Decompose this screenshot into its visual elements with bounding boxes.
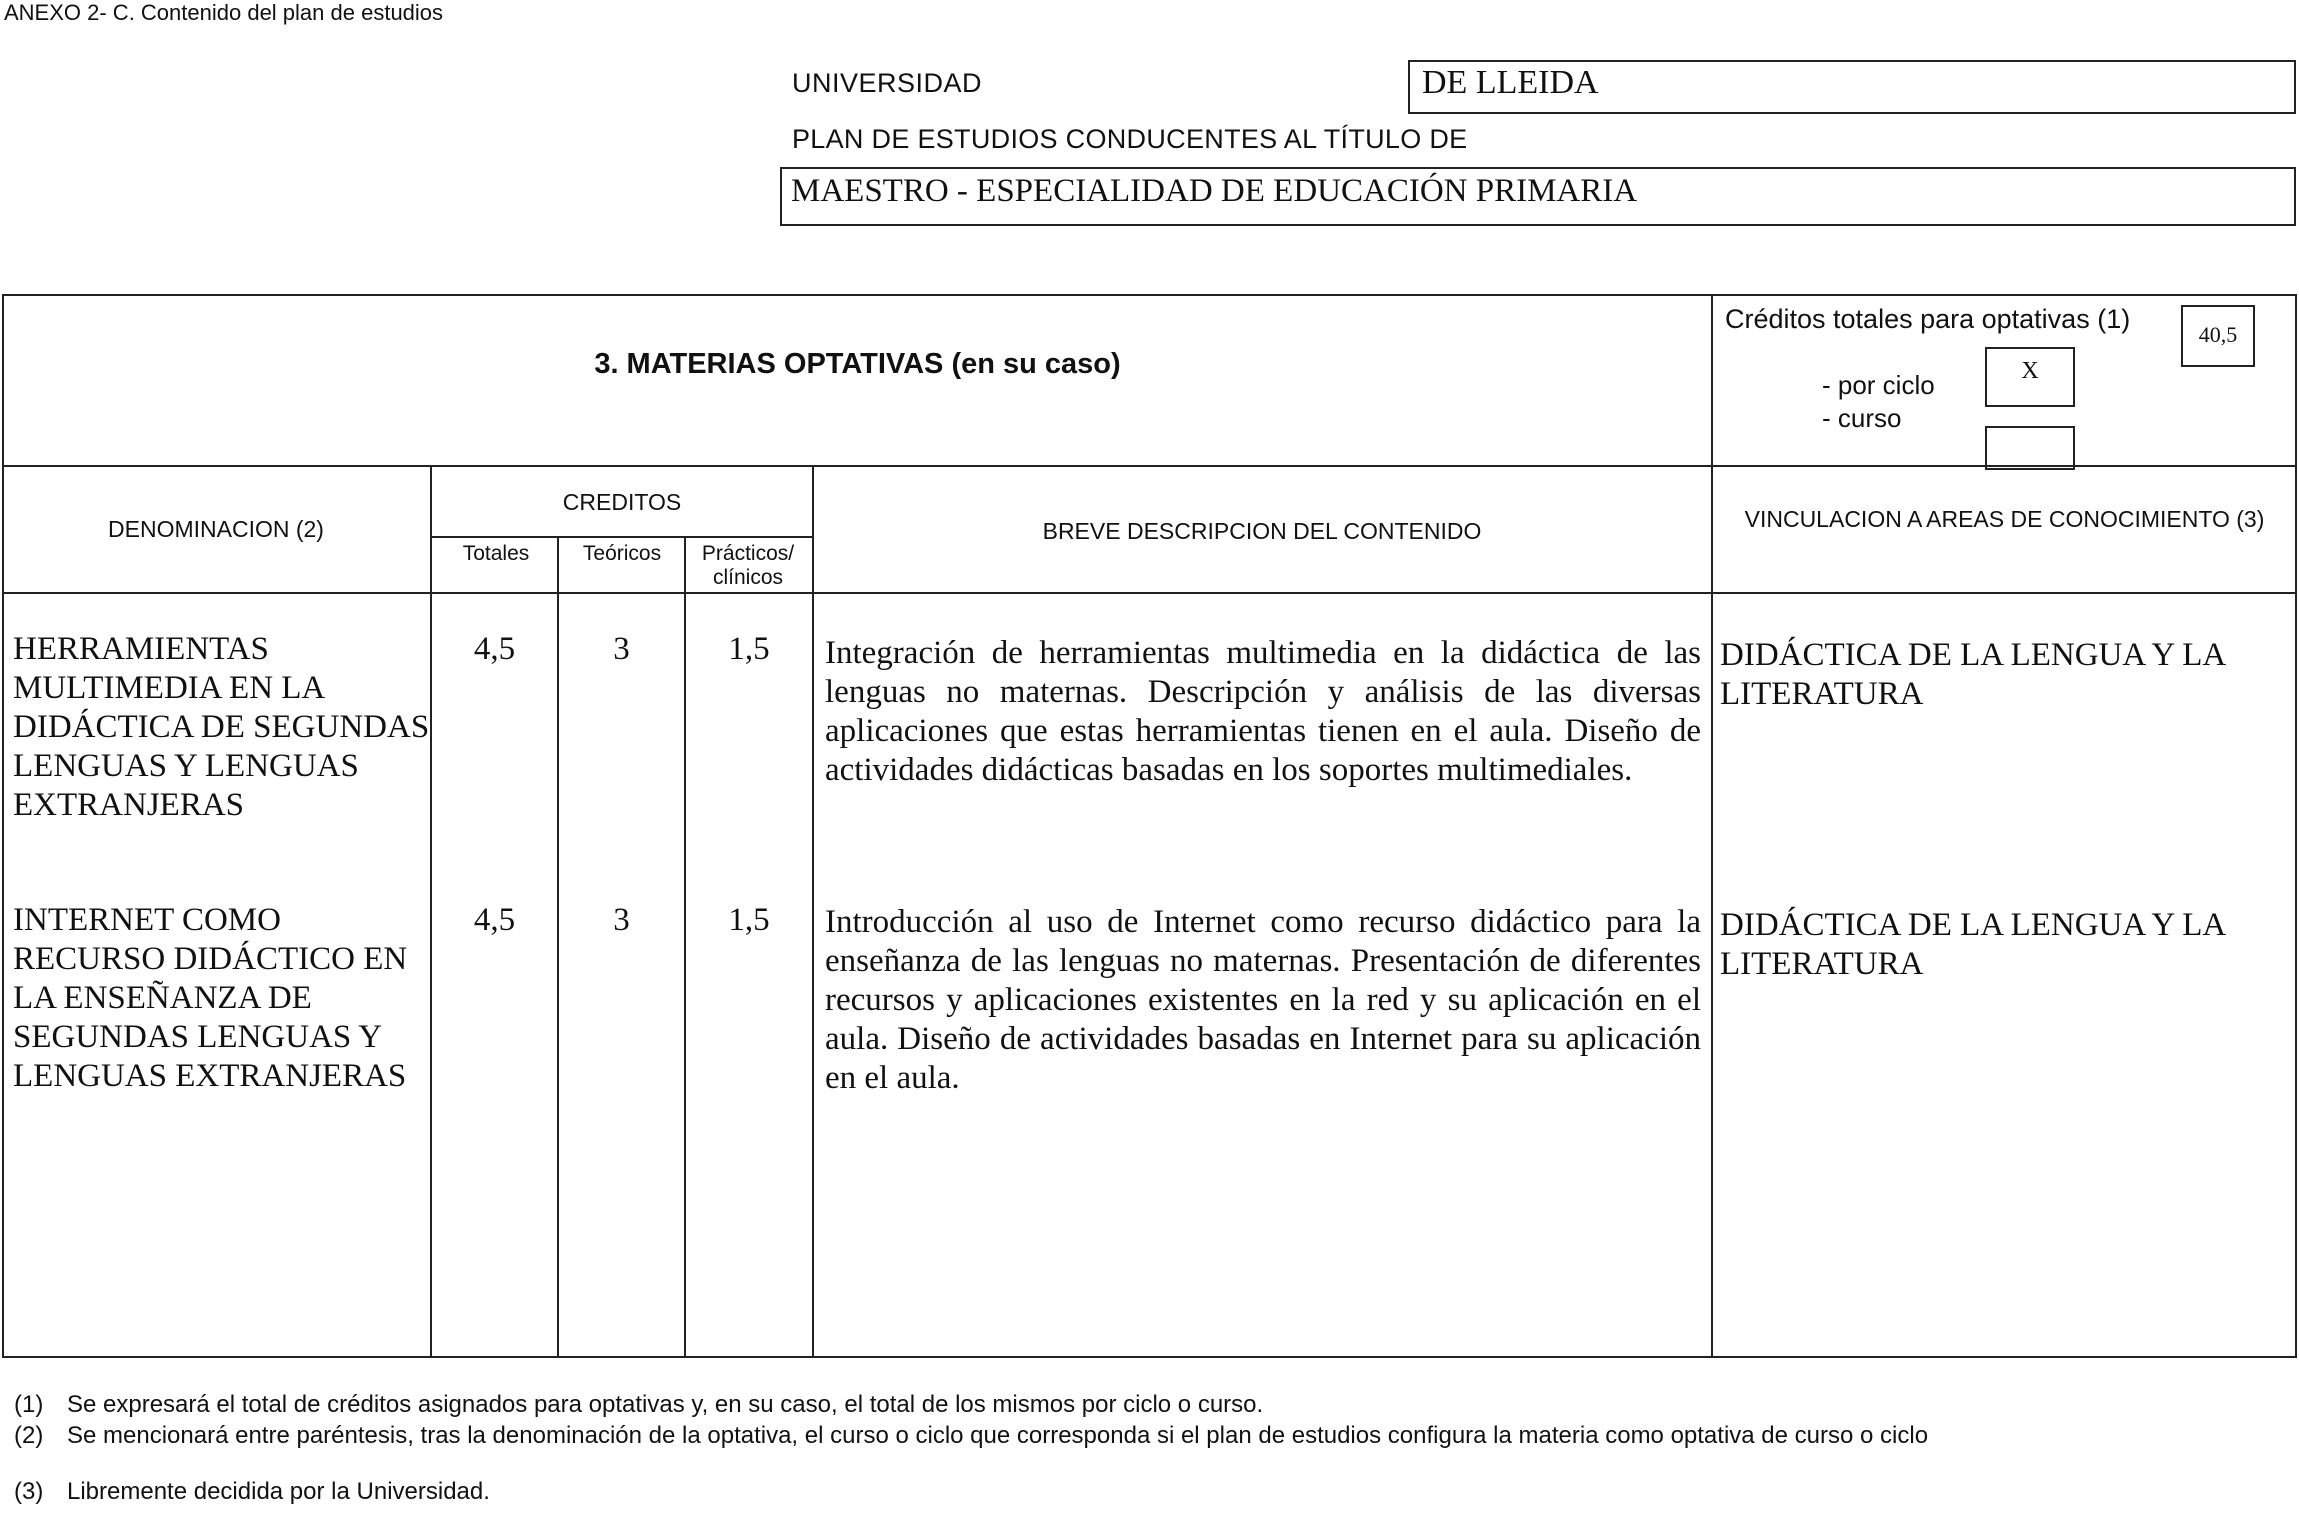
header-descripcion: BREVE DESCRIPCION DEL CONTENIDO xyxy=(1042,518,1482,544)
rule-v-credits xyxy=(812,465,814,1358)
university-field xyxy=(1408,60,2296,114)
footnote-1-marker: (1) xyxy=(14,1391,44,1418)
header-vinculacion: VINCULACION A AREAS DE CONOCIMIENTO (3) xyxy=(1744,506,2265,532)
header-teoricos: Teóricos xyxy=(582,542,662,565)
rule-v-area xyxy=(1711,294,1713,1358)
rule-h2 xyxy=(2,592,2297,594)
per-course-label: - curso xyxy=(1822,403,1902,433)
per-cycle-label: - por ciclo xyxy=(1822,370,1935,400)
header-practicos: Prácticos/ clínicos xyxy=(701,542,795,589)
header-totales: Totales xyxy=(462,542,530,565)
optional-subjects-table xyxy=(2,294,2297,1358)
row-2-area: DIDÁCTICA DE LA LENGUA Y LA LITERATURA xyxy=(1720,907,2225,982)
row-2-teoricos: 3 xyxy=(613,902,630,938)
degree-title-field xyxy=(780,167,2296,226)
per-course-value xyxy=(1985,426,2075,470)
row-1-name: HERRAMIENTAS MULTIMEDIA EN LA DIDÁCTICA DE SEGUNDAS LENGUAS Y LENGUAS EXTRANJERAS xyxy=(13,631,430,823)
university-label: UNIVERSIDAD xyxy=(792,68,983,98)
header-creditos: CREDITOS xyxy=(562,489,682,515)
row-1-teoricos: 3 xyxy=(613,631,630,667)
footnote-2-text: Se mencionará entre paréntesis, tras la denominación de la optativa, el curso o ciclo que corresponda si el plan de estudios configura la materia como optativa de curso o ciclo xyxy=(67,1422,1929,1449)
rule-credits xyxy=(432,536,812,538)
header-denominacion: DENOMINACION (2) xyxy=(108,516,324,542)
row-1-totales: 4,5 xyxy=(473,631,516,667)
row-2-name: INTERNET COMO RECURSO DIDÁCTICO EN LA ENSEÑANZA DE SEGUNDAS LENGUAS Y LENGUAS EXTRANJERAS xyxy=(13,902,408,1094)
annex-heading: ANEXO 2- C. Contenido del plan de estudios xyxy=(4,0,444,25)
section-title: 3. MATERIAS OPTATIVAS (en su caso) xyxy=(594,348,1121,380)
rule-h1 xyxy=(2,465,2297,467)
total-credits-label: Créditos totales para optativas (1) xyxy=(1725,304,2131,334)
total-credits-value: 40,5 xyxy=(2181,305,2255,367)
row-1-area: DIDÁCTICA DE LA LENGUA Y LA LITERATURA xyxy=(1720,637,2225,712)
per-cycle-value: X xyxy=(1985,347,2075,407)
row-2-practicos: 1,5 xyxy=(728,902,770,938)
row-2-description: Introducción al uso de Internet como recurso didáctico para la enseñanza de las lenguas no maternas. Presentación de diferentes recursos y aplicaciones existentes en la red y su aplicación en el aula. Diseño de actividades basadas en Internet para su aplicación en el aula. xyxy=(825,904,1701,1096)
plan-label: PLAN DE ESTUDIOS CONDUCENTES AL TÍTULO DE xyxy=(792,124,1468,154)
row-1-practicos: 1,5 xyxy=(728,631,770,667)
footnote-3-marker: (3) xyxy=(14,1478,44,1505)
row-2-totales: 4,5 xyxy=(473,902,516,938)
footnote-3-text: Libremente decidida por la Universidad. xyxy=(67,1478,490,1505)
university-value: DE LLEIDA xyxy=(1422,64,1599,101)
footnote-2-marker: (2) xyxy=(14,1422,44,1449)
degree-title-value: MAESTRO - ESPECIALIDAD DE EDUCACIÓN PRIMARIA xyxy=(791,173,1638,209)
footnote-1-text: Se expresará el total de créditos asignados para optativas y, en su caso, el total de los mismos por ciclo o curso. xyxy=(67,1391,1264,1418)
row-1-description: Integración de herramientas multimedia en la didáctica de las lenguas no maternas. Descripción y análisis de las diversas aplicaciones que estas herramientas tienen en el aula. Diseño de actividades didácticas basadas en los soportes multimediales. xyxy=(825,635,1701,788)
